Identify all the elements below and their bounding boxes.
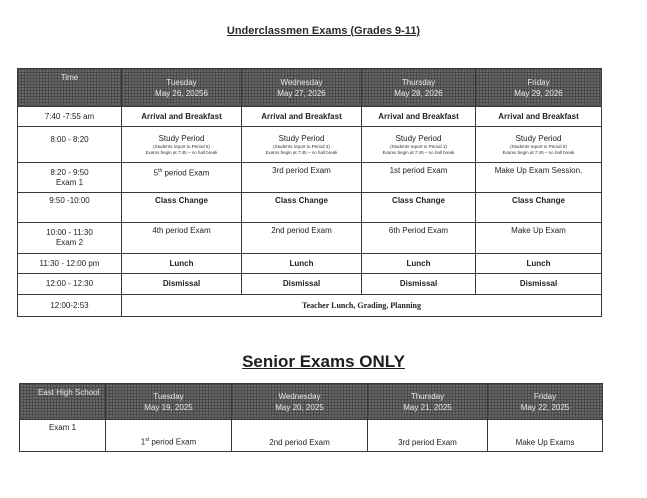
time-cell: 8:00 - 8:20 (18, 127, 122, 163)
schedule-cell: 3rd period Exam (242, 163, 362, 193)
time-cell: 11:30 - 12:00 pm (18, 254, 122, 274)
schedule-cell: 5th period Exam (122, 163, 242, 193)
table-row (18, 127, 602, 163)
header-row (20, 384, 603, 420)
header-tuesday: Tuesday May 19, 2025 (106, 384, 232, 420)
schedule-cell: Arrival and Breakfast (362, 107, 476, 127)
schedule-cell: Study Period (Students report to Period 1) Exams begin at 7:45 – no hall break (362, 127, 476, 163)
schedule-cell: 4th period Exam (122, 223, 242, 254)
table-row (18, 163, 602, 193)
table-row (18, 193, 602, 223)
time-cell: 10:00 - 11:30 Exam 2 (18, 223, 122, 254)
table-row (20, 420, 603, 452)
schedule-cell: Arrival and Breakfast (242, 107, 362, 127)
time-cell: 8:20 - 9:50 Exam 1 (18, 163, 122, 193)
table-row (18, 223, 602, 254)
header-friday: Friday May 22, 2025 (488, 384, 603, 420)
header-time: Time (18, 69, 122, 107)
time-cell: 7:40 -7:55 am (18, 107, 122, 127)
header-row (18, 69, 602, 107)
schedule-cell: Make Up Exam Session. (476, 163, 602, 193)
schedule-cell: 6th Period Exam (362, 223, 476, 254)
schedule-cell: Lunch (362, 254, 476, 274)
schedule-cell: 1st period Exam (106, 420, 232, 452)
time-cell: 12:00 - 12:30 (18, 274, 122, 295)
schedule-cell: Lunch (122, 254, 242, 274)
header-school: East High School (20, 384, 106, 420)
schedule-cell: 2nd period Exam (232, 420, 368, 452)
schedule-cell: 2nd period Exam (242, 223, 362, 254)
schedule-cell: 3rd period Exam (368, 420, 488, 452)
schedule-cell: Lunch (476, 254, 602, 274)
header-thursday: Thursday May 28, 2026 (362, 69, 476, 107)
schedule-cell: Study Period (Students report to Period 8) Exams begin at 7:45 – no hall break (476, 127, 602, 163)
schedule-cell: Class Change (242, 193, 362, 223)
time-cell: 9:50 -10:00 (18, 193, 122, 223)
schedule-cell: Class Change (476, 193, 602, 223)
schedule-cell: Dismissal (242, 274, 362, 295)
schedule-cell: Arrival and Breakfast (122, 107, 242, 127)
underclassmen-title: Underclassmen Exams (Grades 9-11) (226, 25, 421, 37)
schedule-cell: 1st period Exam (362, 163, 476, 193)
schedule-cell: Study Period (Students report to Period 3) Exams begin at 7:45 – no hall break (242, 127, 362, 163)
schedule-cell: Arrival and Breakfast (476, 107, 602, 127)
header-wednesday: Wednesday May 27, 2026 (242, 69, 362, 107)
header-thursday: Thursday May 21, 2025 (368, 384, 488, 420)
time-cell: 12:00-2:53 (18, 295, 122, 317)
table-row (18, 254, 602, 274)
senior-exams-title: Senior Exams ONLY (242, 352, 405, 371)
teacher-lunch-cell: Teacher Lunch, Grading, Planning (122, 295, 602, 317)
schedule-cell: Make Up Exam (476, 223, 602, 254)
schedule-cell: Lunch (242, 254, 362, 274)
schedule-cell: Class Change (122, 193, 242, 223)
senior-schedule-table (19, 383, 603, 452)
table-row (18, 107, 602, 127)
schedule-cell: Dismissal (362, 274, 476, 295)
table-row (18, 274, 602, 295)
header-wednesday: Wednesday May 20, 2025 (232, 384, 368, 420)
header-friday: Friday May 29, 2026 (476, 69, 602, 107)
underclassmen-schedule-table (17, 68, 602, 317)
header-tuesday: Tuesday May 26, 20256 (122, 69, 242, 107)
schedule-cell: Class Change (362, 193, 476, 223)
schedule-cell: Make Up Exams (488, 420, 603, 452)
schedule-cell: Dismissal (476, 274, 602, 295)
schedule-cell: Study Period (Students report to Period 5) Exams begin at 7:45 – no hall break (122, 127, 242, 163)
schedule-cell: Dismissal (122, 274, 242, 295)
table-row (18, 295, 602, 317)
exam-label-cell: Exam 1 (20, 420, 106, 452)
